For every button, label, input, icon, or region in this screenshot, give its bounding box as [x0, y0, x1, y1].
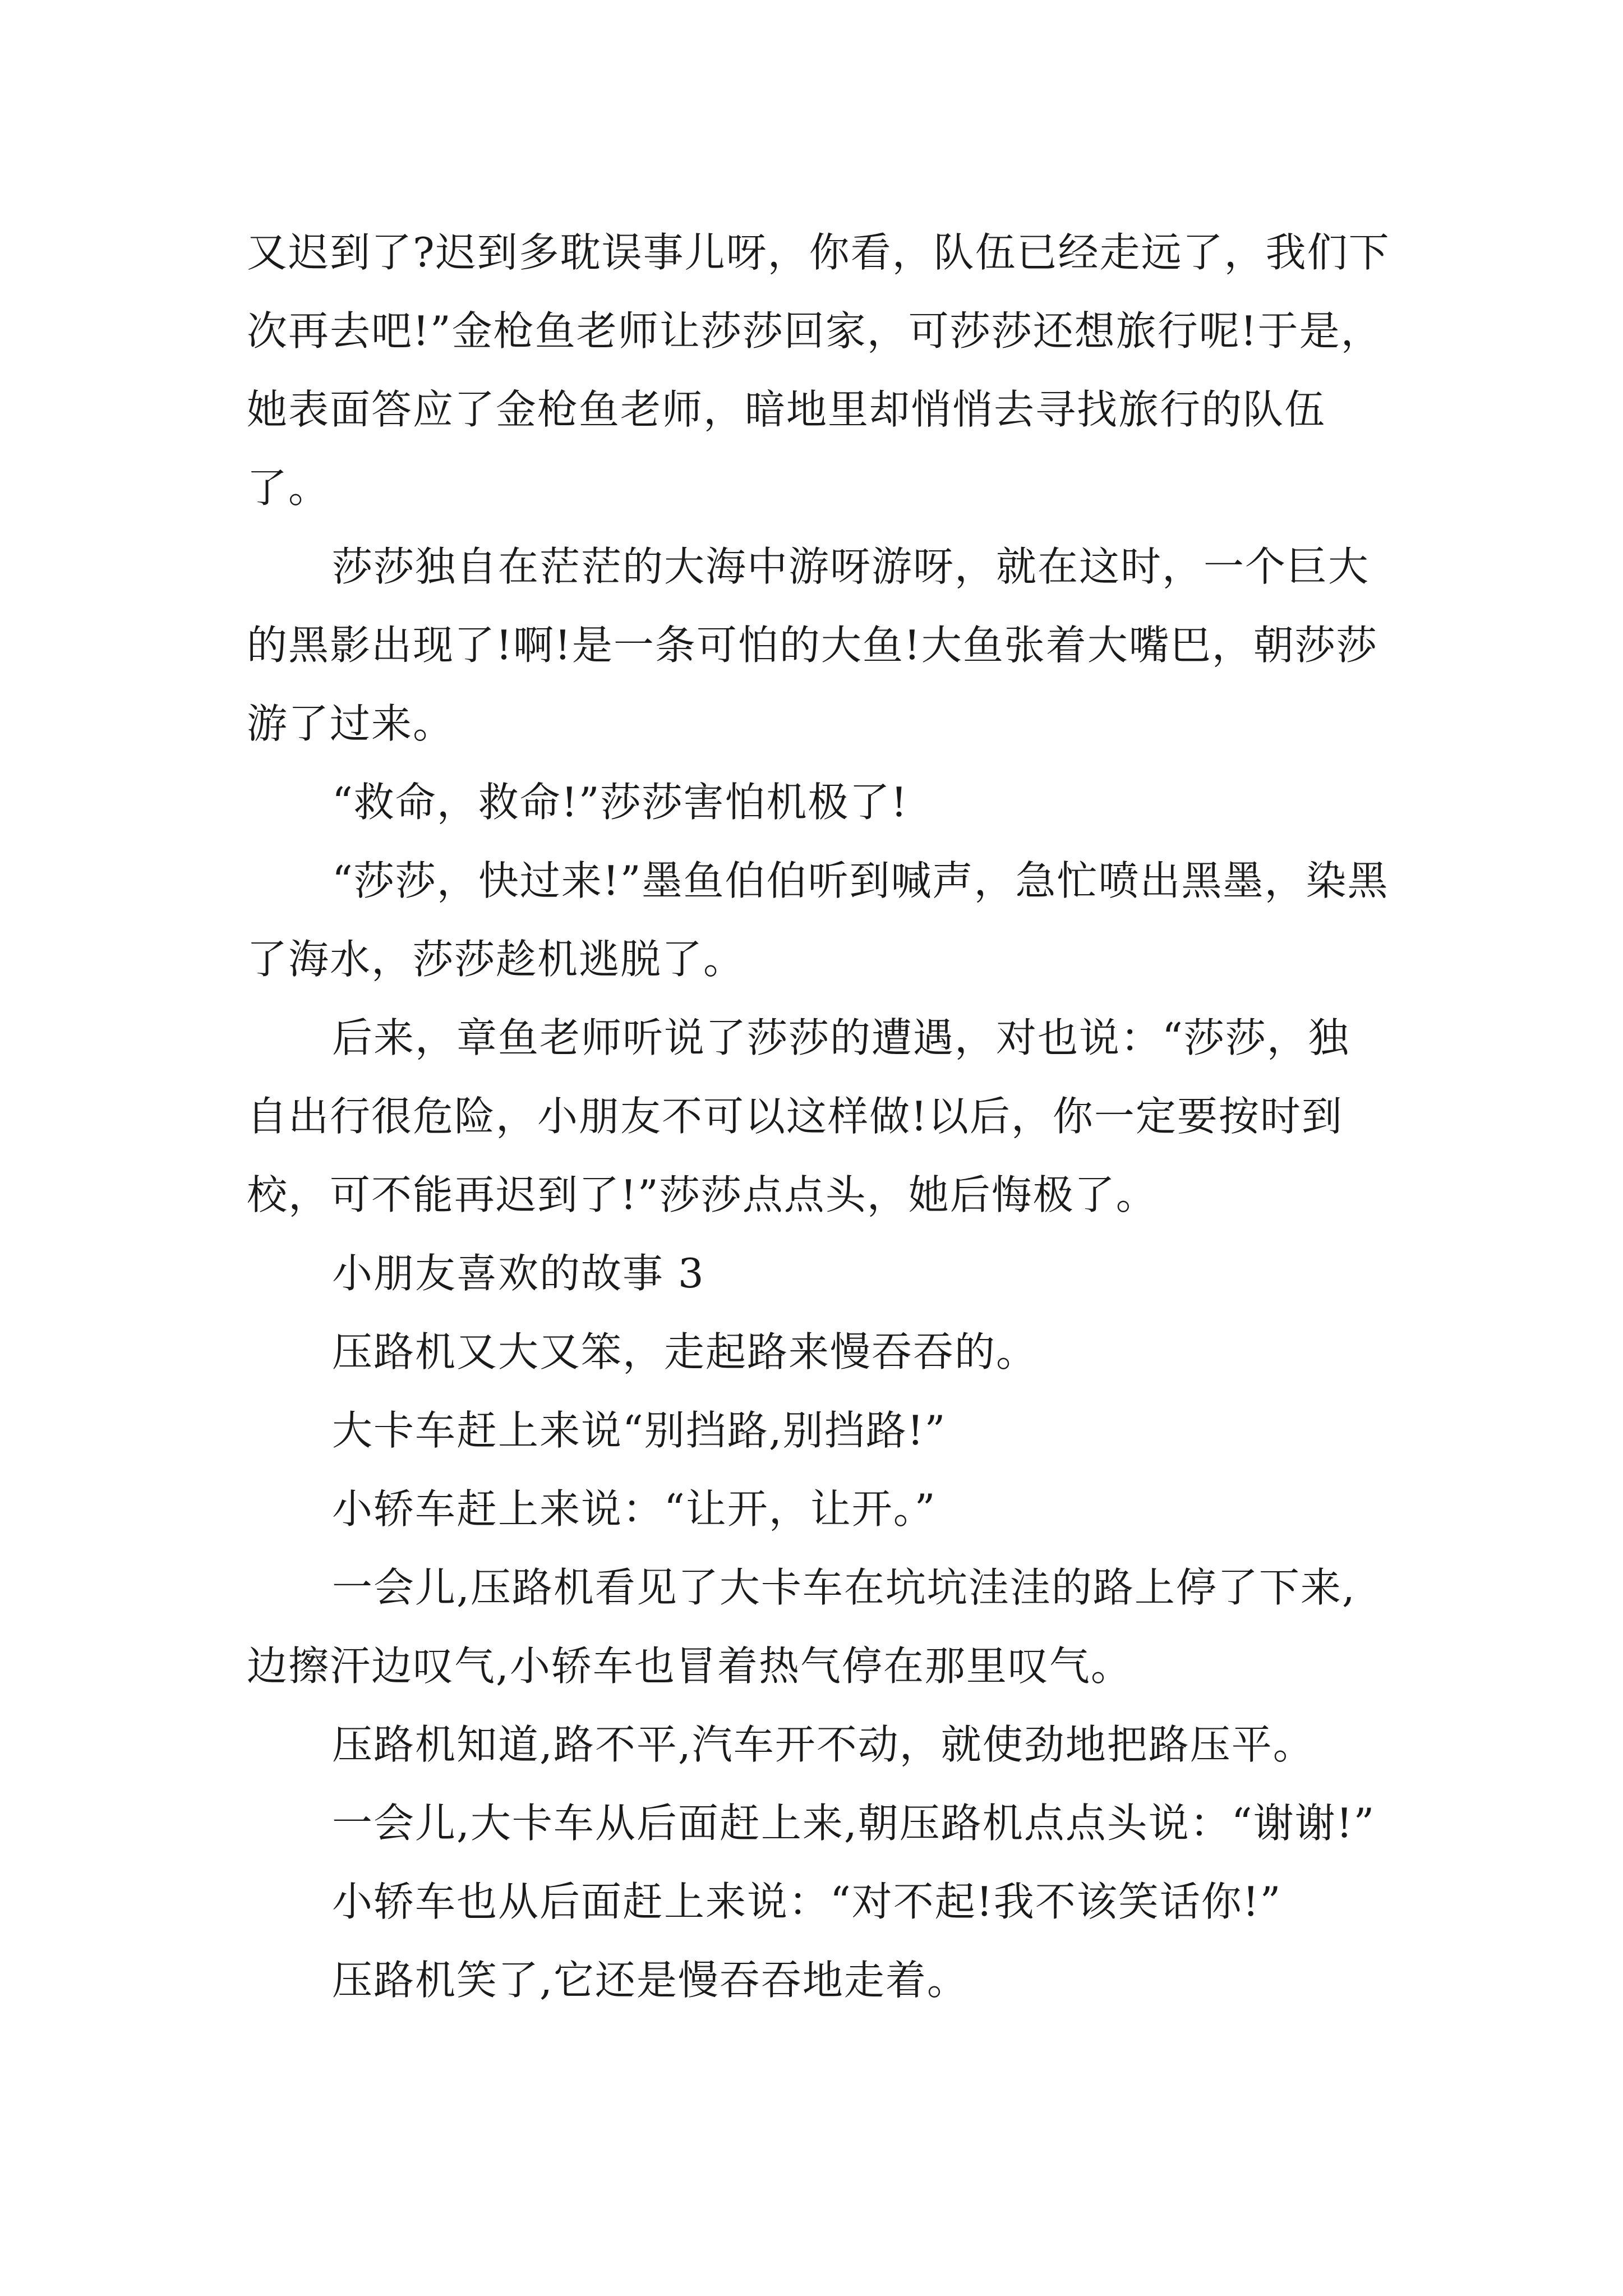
paragraph-4: “莎莎，快过来!”墨鱼伯伯听到喊声，急忙喷出黑墨，染黑了海水，莎莎趁机逃脱了。: [247, 857, 1389, 983]
paragraph-11: 压路机知道,路不平,汽车开不动，就使劲地把路压平。: [332, 1721, 1315, 1768]
paragraph-13: 小轿车也从后面赶上来说：“对不起!我不该笑话你!”: [332, 1878, 1282, 1925]
paragraph-8: 大卡车赶上来说“别挡路,别挡路!”: [332, 1407, 947, 1454]
document-body: [247, 213, 1391, 2019]
paragraph-3: “救命，救命!”莎莎害怕机极了!: [332, 779, 909, 826]
paragraph-2: 莎莎独自在茫茫的大海中游呀游呀，就在这时，一个巨大的黑影出现了!啊!是一条可怕的大鱼!大鱼张着大嘴巴，朝莎莎游了过来。: [247, 543, 1378, 747]
paragraph-5: 后来，章鱼老师听说了莎莎的遭遇，对也说：“莎莎，独自出行很危险，小朋友不可以这样做!以后，你一定要按时到校，可不能再迟到了!”莎莎点点头，她后悔极了。: [247, 1014, 1350, 1218]
paragraph-7: 压路机又大又笨，走起路来慢吞吞的。: [332, 1328, 1038, 1375]
paragraph-1: 又迟到了?迟到多耽误事儿呀，你看，队伍已经走远了，我们下次再去吧!”金枪鱼老师让莎莎回家，可莎莎还想旅行呢!于是，她表面答应了金枪鱼老师，暗地里却悄悄去寻找旅行的队伍了。: [247, 229, 1390, 512]
paragraph-9: 小轿车赶上来说：“让开，让开。”: [332, 1485, 937, 1533]
paragraph-14: 压路机笑了,它还是慢吞吞地走着。: [332, 1957, 969, 2004]
paragraph-12: 一会儿,大卡车从后面赶上来,朝压路机点点头说：“谢谢!”: [332, 1800, 1376, 1847]
story-heading: 小朋友喜欢的故事 3: [332, 1250, 705, 1297]
paragraph-10: 一会儿,压路机看见了大卡车在坑坑洼洼的路上停了下来,边擦汗边叹气,小轿车也冒着热气停在那里叹气。: [247, 1564, 1356, 1690]
